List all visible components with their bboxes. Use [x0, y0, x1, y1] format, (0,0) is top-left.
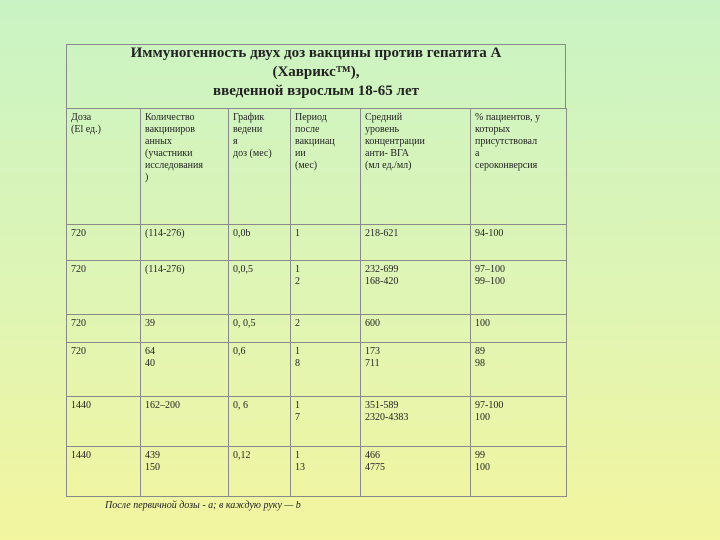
table-footnote: После первичной дозы - а; в каждую руку — b	[105, 500, 301, 511]
cell-schedule: 0,6	[229, 343, 291, 397]
table-row	[67, 225, 567, 261]
cell-schedule: 0,12	[229, 447, 291, 497]
table-row	[67, 447, 567, 497]
cell-dose: 720	[67, 261, 141, 315]
cell-dose: 720	[67, 315, 141, 343]
cell-dose: 1440	[67, 447, 141, 497]
cell-seroconversion: 94-100	[471, 225, 567, 261]
cell-seroconversion: 99 100	[471, 447, 567, 497]
cell-seroconversion: 89 98	[471, 343, 567, 397]
title-line-1: Иммуногенность двух доз вакцины против гепатита А	[130, 45, 502, 61]
cell-count: 439 150	[141, 447, 229, 497]
cell-concentration: 351-589 2320-4383	[361, 397, 471, 447]
header-dose: Доза (El ед.)	[67, 109, 141, 225]
cell-concentration: 218-621	[361, 225, 471, 261]
immunogenicity-table	[66, 108, 567, 497]
table-row	[67, 315, 567, 343]
table-row	[67, 397, 567, 447]
table-row	[67, 343, 567, 397]
slide-title	[66, 44, 566, 101]
table-row	[67, 261, 567, 315]
cell-dose: 720	[67, 225, 141, 261]
cell-seroconversion: 100	[471, 315, 567, 343]
title-line-3: введенной взрослым 18-65 лет	[213, 83, 419, 99]
cell-concentration: 232-699 168-420	[361, 261, 471, 315]
cell-period: 1 7	[291, 397, 361, 447]
cell-seroconversion: 97-100 100	[471, 397, 567, 447]
cell-period: 1	[291, 225, 361, 261]
cell-concentration: 173 711	[361, 343, 471, 397]
cell-schedule: 0,0,5	[229, 261, 291, 315]
header-period: Период после вакцинац ии (мес)	[291, 109, 361, 225]
header-count: Количество вакциниров анных (участники исследования )	[141, 109, 229, 225]
cell-count: 64 40	[141, 343, 229, 397]
cell-period: 1 2	[291, 261, 361, 315]
cell-count: (114-276)	[141, 261, 229, 315]
cell-count: 39	[141, 315, 229, 343]
table-header-row	[67, 109, 567, 225]
cell-schedule: 0, 0,5	[229, 315, 291, 343]
cell-schedule: 0, 6	[229, 397, 291, 447]
cell-period: 1 13	[291, 447, 361, 497]
header-schedule: График ведени я доз (мес)	[229, 109, 291, 225]
cell-period: 1 8	[291, 343, 361, 397]
cell-dose: 1440	[67, 397, 141, 447]
cell-dose: 720	[67, 343, 141, 397]
header-seroconversion: % пациентов, у которых присутствовал а сероконверсия	[471, 109, 567, 225]
cell-seroconversion: 97–100 99–100	[471, 261, 567, 315]
header-concentration: Средний уровень концентрации анти- ВГА (мл ед./мл)	[361, 109, 471, 225]
cell-schedule: 0,0b	[229, 225, 291, 261]
cell-concentration: 466 4775	[361, 447, 471, 497]
title-line-2: (Хаврикс™),	[272, 64, 360, 80]
cell-period: 2	[291, 315, 361, 343]
cell-count: (114-276)	[141, 225, 229, 261]
cell-count: 162–200	[141, 397, 229, 447]
cell-concentration: 600	[361, 315, 471, 343]
